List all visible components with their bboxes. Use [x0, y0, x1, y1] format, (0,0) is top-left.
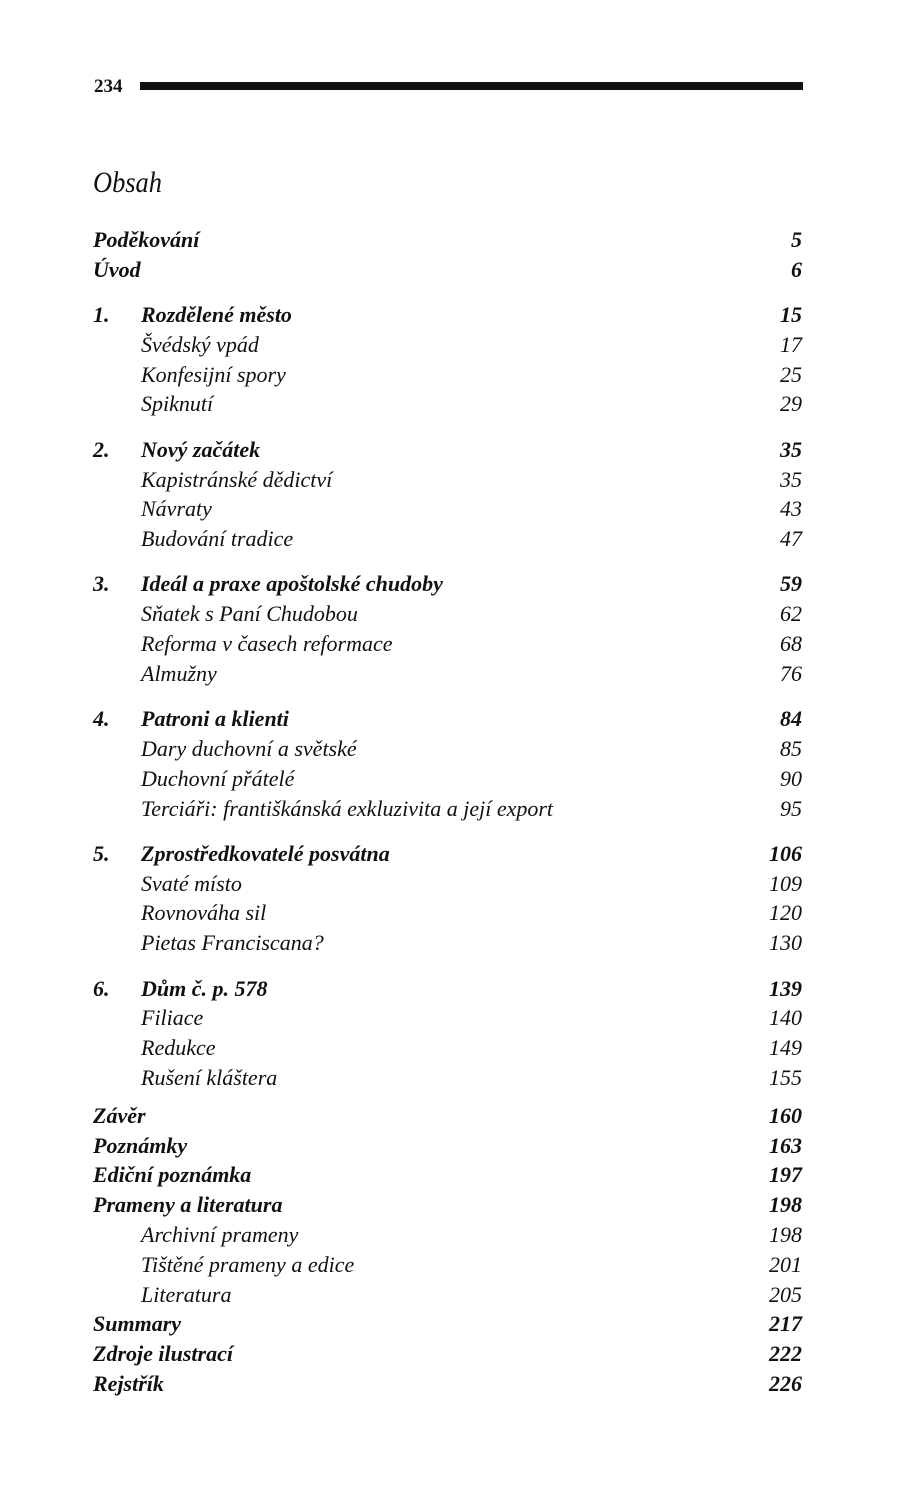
- section-page: 43: [780, 496, 802, 522]
- toc-entry-title: Poděkování: [93, 227, 200, 252]
- chapter-page: 59: [780, 571, 802, 597]
- chapter-number: 2.: [93, 436, 110, 462]
- toc-entry-back: [93, 1190, 802, 1220]
- section-page: 85: [780, 735, 802, 761]
- toc-entry-page: 6: [791, 256, 802, 282]
- section-page: 76: [780, 660, 802, 686]
- toc-entry-page: 163: [769, 1132, 802, 1158]
- section-page: 201: [769, 1251, 802, 1277]
- toc-section: [93, 659, 802, 689]
- toc-section: [93, 1250, 802, 1280]
- chapter-page: 15: [780, 302, 802, 328]
- toc-entry-title: Rejstřík: [93, 1370, 164, 1396]
- section-title: Literatura: [141, 1281, 232, 1307]
- toc-section: [93, 494, 802, 524]
- section-page: 62: [780, 601, 802, 627]
- toc-entry-title: Zdroje ilustrací: [93, 1341, 233, 1367]
- toc-entry-back: [93, 1131, 802, 1161]
- section-title: Sňatek s Paní Chudobou: [141, 601, 358, 627]
- toc-section: [93, 794, 802, 824]
- section-page: 130: [769, 930, 802, 956]
- section-page: 205: [769, 1281, 802, 1307]
- chapter-title: Patroni a klienti: [141, 706, 289, 732]
- section-title: Rovnováha sil: [141, 900, 267, 926]
- section-page: 68: [780, 631, 802, 657]
- toc-entry-front: [93, 225, 802, 255]
- toc-entry-page: 5: [791, 227, 802, 252]
- section-page: 47: [780, 526, 802, 552]
- toc-entry-title: Závěr: [93, 1102, 146, 1128]
- toc-section: [93, 764, 802, 794]
- toc-section: [93, 869, 802, 899]
- section-title: Svaté místo: [141, 870, 242, 896]
- toc-entry-title: Úvod: [93, 256, 141, 282]
- section-page: 25: [780, 361, 802, 387]
- section-page: 95: [780, 795, 802, 821]
- section-title: Rušení kláštera: [141, 1064, 278, 1090]
- section-title: Návraty: [141, 496, 212, 522]
- section-title: Dary duchovní a světské: [141, 735, 357, 761]
- toc-entry-page: 226: [769, 1370, 802, 1396]
- section-title: Spiknutí: [141, 391, 214, 417]
- chapter-title: Zprostředkovatelé posvátna: [141, 840, 390, 866]
- toc-entry-page: 217: [769, 1311, 802, 1337]
- toc-section: [93, 1063, 802, 1093]
- chapter-page: 106: [769, 840, 802, 866]
- toc-section: [93, 360, 802, 390]
- chapter-title: Dům č. p. 578: [141, 975, 268, 1001]
- page-number: 234: [94, 76, 123, 97]
- chapter-number: 6.: [93, 975, 110, 1001]
- toc-chapter: [93, 435, 802, 465]
- section-title: Redukce: [141, 1035, 216, 1061]
- chapter-number: 3.: [93, 571, 110, 597]
- toc-entry-title: Ediční poznámka: [93, 1162, 252, 1188]
- section-page: 155: [769, 1064, 802, 1090]
- toc-entry-page: 160: [769, 1102, 802, 1128]
- toc-chapter: [93, 839, 802, 869]
- section-page: 198: [769, 1221, 802, 1247]
- toc-chapter: [93, 974, 802, 1004]
- toc-section: [93, 734, 802, 764]
- section-title: Konfesijní spory: [141, 361, 286, 387]
- toc-section: [93, 629, 802, 659]
- toc-entry-back: [93, 1339, 802, 1369]
- toc-section: [93, 330, 802, 360]
- header-rule: [140, 82, 803, 90]
- section-title: Archivní prameny: [141, 1221, 299, 1247]
- section-title: Kapistránské dědictví: [141, 466, 333, 492]
- section-title: Duchovní přátelé: [141, 765, 295, 791]
- section-title: Švédský vpád: [141, 331, 259, 357]
- chapter-page: 84: [780, 706, 802, 732]
- chapter-page: 139: [769, 975, 802, 1001]
- chapter-title: Rozdělené město: [141, 302, 292, 328]
- toc-entry-page: 197: [769, 1162, 802, 1188]
- page-header: [94, 74, 803, 100]
- toc-section: [93, 465, 802, 495]
- toc-section: [93, 898, 802, 928]
- toc-entry-page: 198: [769, 1192, 802, 1218]
- section-title: Terciáři: františkánská exkluzivita a její export: [141, 795, 554, 821]
- section-page: 90: [780, 765, 802, 791]
- section-title: Budování tradice: [141, 526, 294, 552]
- toc-section: [93, 928, 802, 958]
- section-title: Filiace: [141, 1005, 204, 1031]
- toc-section: [93, 389, 802, 419]
- section-page: 109: [769, 870, 802, 896]
- page-title: Obsah: [93, 166, 162, 199]
- chapter-number: 4.: [93, 706, 110, 732]
- toc-chapter: [93, 569, 802, 599]
- toc-entry-back: [93, 1309, 802, 1339]
- toc-entry-title: Poznámky: [93, 1132, 188, 1158]
- toc-section: [93, 524, 802, 554]
- toc-entry-page: 222: [769, 1341, 802, 1367]
- toc-entry-back: [93, 1369, 802, 1399]
- section-page: 140: [769, 1005, 802, 1031]
- table-of-contents: [93, 225, 802, 1399]
- toc-section: [93, 1003, 802, 1033]
- toc-section: [93, 599, 802, 629]
- toc-entry-back: [93, 1101, 802, 1131]
- toc-section: [93, 1280, 802, 1310]
- toc-entry-front: [93, 255, 802, 285]
- section-title: Almužny: [141, 660, 217, 686]
- chapter-title: Ideál a praxe apoštolské chudoby: [141, 571, 443, 597]
- toc-chapter: [93, 300, 802, 330]
- section-page: 17: [780, 331, 802, 357]
- toc-entry-title: Summary: [93, 1311, 182, 1337]
- toc-entry-back: [93, 1160, 802, 1190]
- section-page: 35: [780, 466, 802, 492]
- toc-section: [93, 1220, 802, 1250]
- chapter-number: 5.: [93, 840, 110, 866]
- toc-chapter: [93, 704, 802, 734]
- chapter-title: Nový začátek: [141, 436, 261, 462]
- section-title: Reforma v časech reformace: [141, 631, 393, 657]
- section-title: Pietas Franciscana?: [141, 930, 324, 956]
- toc-entry-title: Prameny a literatura: [93, 1192, 283, 1218]
- chapter-number: 1.: [93, 302, 110, 328]
- chapter-page: 35: [780, 436, 802, 462]
- section-page: 29: [780, 391, 802, 417]
- section-page: 120: [769, 900, 802, 926]
- section-title: Tištěné prameny a edice: [141, 1251, 355, 1277]
- toc-section: [93, 1033, 802, 1063]
- section-page: 149: [769, 1035, 802, 1061]
